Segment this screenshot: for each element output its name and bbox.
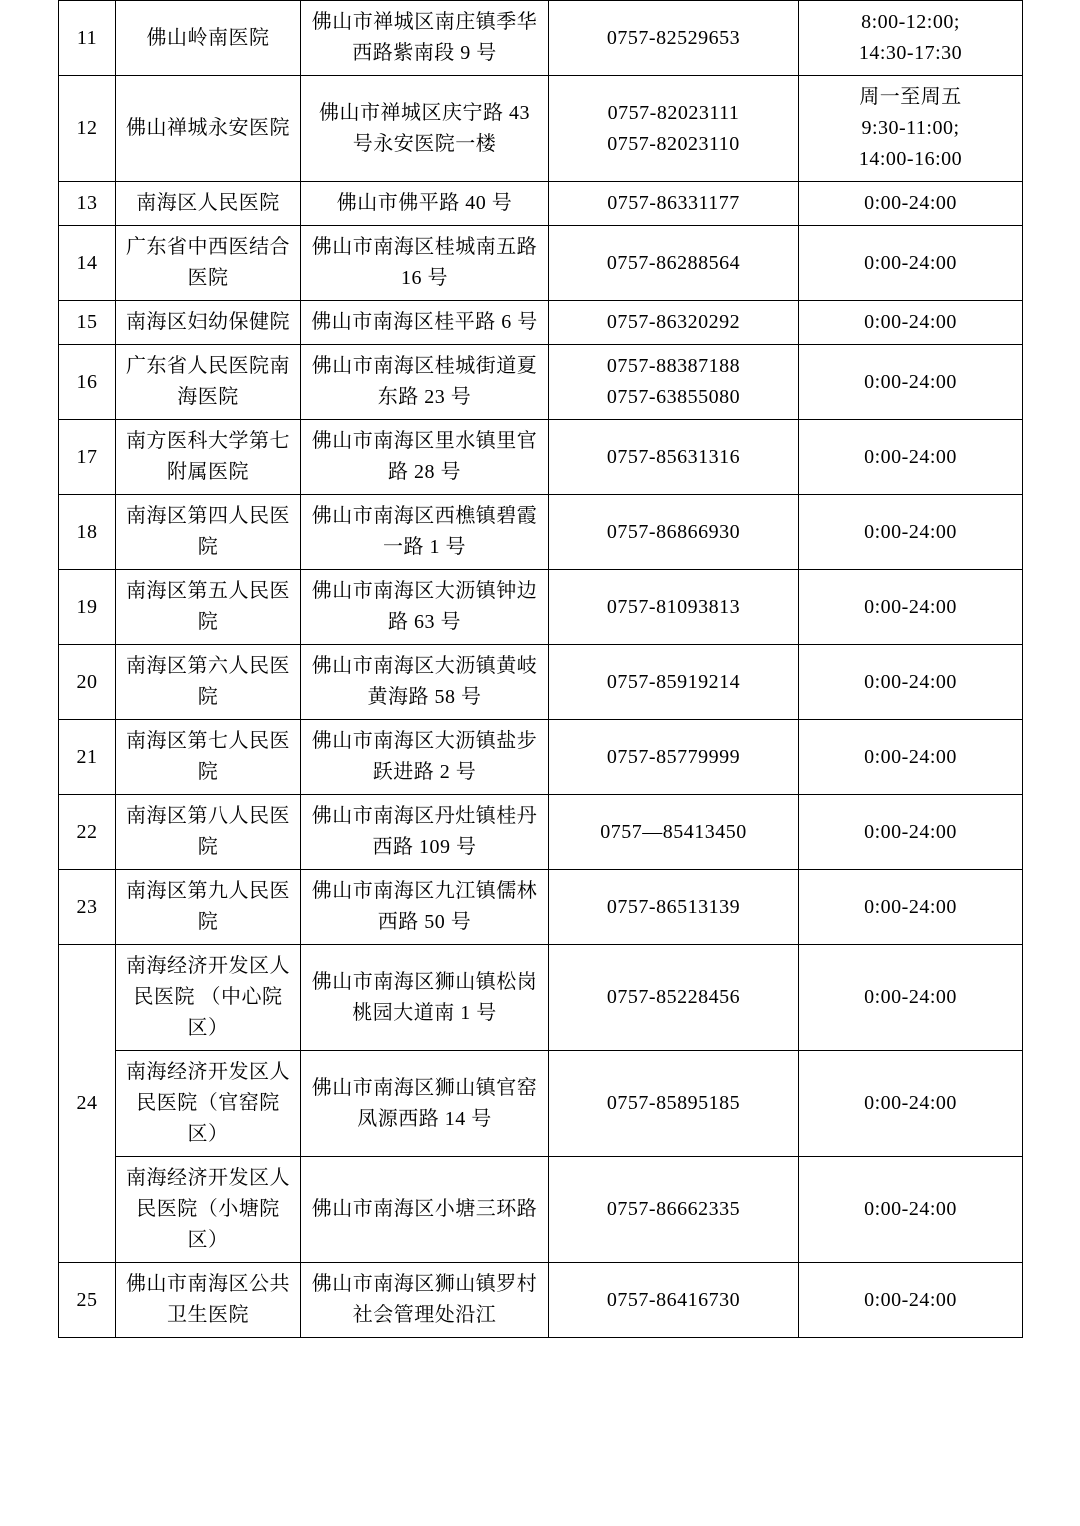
hospital-name-cell: 南海经济开发区人民医院 （中心院区）: [116, 945, 301, 1051]
hospital-phone-cell: [549, 645, 799, 720]
hospital-phone-cell: [549, 1051, 799, 1157]
hours-line: 周一至周五: [859, 86, 962, 108]
hospital-name-cell: 南海区第四人民医院: [116, 495, 301, 570]
phone-line: 0757-86331177: [607, 192, 740, 214]
hospital-name-cell: 南海区第八人民医院: [116, 795, 301, 870]
row-number-cell: 12: [59, 76, 116, 182]
row-number-cell: 13: [59, 182, 116, 226]
service-hours-cell: [799, 420, 1023, 495]
phone-line: 0757-85631316: [606, 445, 741, 468]
service-hours-cell: [799, 76, 1023, 182]
hospital-phone-cell: [549, 570, 799, 645]
service-hours-cell: [799, 1263, 1023, 1338]
hospital-phone-cell: [549, 420, 799, 495]
phone-line: 0757-86662335: [606, 1198, 741, 1220]
hours-line: 14:00-16:00: [858, 148, 963, 170]
service-hours-cell: [799, 345, 1023, 420]
hospital-address-cell: 佛山市南海区丹灶镇桂丹西路 109 号: [301, 795, 549, 870]
hours-line: 0:00-24:00: [864, 520, 957, 543]
table-row: [59, 226, 1023, 301]
hospital-name-cell: 南海区第七人民医院: [116, 720, 301, 795]
phone-line: 0757-85779999: [606, 745, 741, 768]
phone-line: 0757-85919214: [606, 670, 741, 693]
hospital-name-cell: 广东省中西医结合医院: [116, 226, 301, 301]
hours-line: 0:00-24:00: [864, 820, 957, 843]
hospital-phone-cell: [549, 1263, 799, 1338]
service-hours-cell: [799, 945, 1023, 1051]
hospital-name-cell: 南海区人民医院: [116, 182, 301, 226]
phone-line: 0757-85895185: [606, 1092, 741, 1114]
hospital-phone-cell: [549, 495, 799, 570]
phone-line: 0757-82529653: [606, 26, 741, 49]
row-number-cell: 21: [59, 720, 116, 795]
row-number-cell: 14: [59, 226, 116, 301]
hours-line: 0:00-24:00: [864, 745, 957, 768]
table-row: [59, 1263, 1023, 1338]
service-hours-cell: [799, 720, 1023, 795]
hospital-phone-cell: [549, 795, 799, 870]
table-row: [59, 420, 1023, 495]
hospital-address-cell: 佛山市南海区桂平路 6 号: [301, 301, 549, 345]
hours-line: 0:00-24:00: [864, 370, 957, 393]
row-number-cell: 20: [59, 645, 116, 720]
service-hours-cell: [799, 226, 1023, 301]
row-number-cell: 17: [59, 420, 116, 495]
hospital-address-cell: 佛山市南海区西樵镇碧霞一路 1 号: [301, 495, 549, 570]
hospital-listing-table: [58, 0, 1023, 1338]
phone-line: 0757-63855080: [606, 386, 741, 408]
row-number-cell: 23: [59, 870, 116, 945]
hospital-address-cell: 佛山市南海区桂城南五路 16 号: [301, 226, 549, 301]
service-hours-cell: [799, 495, 1023, 570]
hospital-address-cell: 佛山市南海区桂城街道夏东路 23 号: [301, 345, 549, 420]
hours-line: 0:00-24:00: [864, 1092, 957, 1114]
row-number-cell: 18: [59, 495, 116, 570]
table-row: [59, 795, 1023, 870]
hours-line: 0:00-24:00: [864, 670, 957, 693]
phone-line: 0757-85228456: [606, 986, 741, 1008]
hospital-address-cell: 佛山市南海区小塘三环路: [301, 1157, 549, 1263]
hospital-name-cell: 南海区妇幼保健院: [116, 301, 301, 345]
service-hours-cell: [799, 570, 1023, 645]
hospital-address-cell: 佛山市南海区大沥镇盐步跃进路 2 号: [301, 720, 549, 795]
service-hours-cell: [799, 870, 1023, 945]
row-number-cell: 25: [59, 1263, 116, 1338]
hospital-name-cell: 南海区第六人民医院: [116, 645, 301, 720]
hospital-address-cell: 佛山市禅城区南庄镇季华西路紫南段 9 号: [301, 1, 549, 76]
row-number-cell: 15: [59, 301, 116, 345]
hours-line: 8:00-12:00;: [861, 11, 960, 33]
hospital-phone-cell: [549, 76, 799, 182]
table-row: [59, 301, 1023, 345]
hospital-name-cell: 南海经济开发区人民医院（官窑院区）: [116, 1051, 301, 1157]
hospital-phone-cell: [549, 226, 799, 301]
row-number-cell: 22: [59, 795, 116, 870]
hours-line: 0:00-24:00: [864, 1198, 957, 1220]
hospital-address-cell: 佛山市南海区里水镇里官路 28 号: [301, 420, 549, 495]
hours-line: 9:30-11:00;: [861, 117, 960, 139]
phone-line: 0757-81093813: [606, 595, 741, 618]
hospital-address-cell: 佛山市南海区狮山镇官窑凤源西路 14 号: [301, 1051, 549, 1157]
hospital-phone-cell: [549, 720, 799, 795]
table-row: [59, 945, 1023, 1051]
hospital-address-cell: 佛山市佛平路 40 号: [301, 182, 549, 226]
hospital-address-cell: 佛山市南海区狮山镇罗村社会管理处沿江: [301, 1263, 549, 1338]
hospital-phone-cell: [549, 945, 799, 1051]
hospital-name-cell: 佛山禅城永安医院: [116, 76, 301, 182]
hospital-phone-cell: [549, 870, 799, 945]
service-hours-cell: [799, 1, 1023, 76]
phone-line: 0757-82023110: [607, 132, 740, 155]
table-row: [59, 570, 1023, 645]
table-row: [59, 345, 1023, 420]
hours-line: 0:00-24:00: [864, 192, 957, 214]
hospital-name-cell: 广东省人民医院南海医院: [116, 345, 301, 420]
table-row: [59, 645, 1023, 720]
hospital-name-cell: 南方医科大学第七附属医院: [116, 420, 301, 495]
service-hours-cell: [799, 182, 1023, 226]
row-number-cell: 16: [59, 345, 116, 420]
hours-line: 14:30-17:30: [858, 42, 963, 64]
hospital-address-cell: 佛山市南海区大沥镇钟边路 63 号: [301, 570, 549, 645]
hospital-address-cell: 佛山市南海区狮山镇松岗桃园大道南 1 号: [301, 945, 549, 1051]
table-row: [59, 870, 1023, 945]
table-row: [59, 1, 1023, 76]
row-number-cell: 11: [59, 1, 116, 76]
hospital-phone-cell: [549, 345, 799, 420]
hospital-name-cell: 南海区第九人民医院: [116, 870, 301, 945]
phone-line: 0757-88387188: [606, 355, 741, 377]
hospital-phone-cell: [549, 301, 799, 345]
table-row: [59, 495, 1023, 570]
service-hours-cell: [799, 1051, 1023, 1157]
phone-line: 0757-82023111: [607, 101, 740, 124]
hospital-name-cell: 南海区第五人民医院: [116, 570, 301, 645]
phone-line: 0757-86513139: [606, 895, 741, 918]
table-row: [59, 1051, 1023, 1157]
hours-line: 0:00-24:00: [864, 251, 957, 274]
hospital-address-cell: 佛山市禅城区庆宁路 43 号永安医院一楼: [301, 76, 549, 182]
service-hours-cell: [799, 301, 1023, 345]
table-row: [59, 720, 1023, 795]
hours-line: 0:00-24:00: [864, 445, 957, 468]
hospital-name-cell: 南海经济开发区人民医院（小塘院区）: [116, 1157, 301, 1263]
table-row: [59, 1157, 1023, 1263]
hours-line: 0:00-24:00: [864, 311, 957, 333]
row-number-cell: 24: [59, 945, 116, 1263]
service-hours-cell: [799, 645, 1023, 720]
hospital-address-cell: 佛山市南海区九江镇儒林西路 50 号: [301, 870, 549, 945]
hours-line: 0:00-24:00: [864, 895, 957, 918]
table-body: [59, 1, 1023, 1338]
phone-line: 0757—85413450: [600, 820, 747, 843]
hospital-phone-cell: [549, 1, 799, 76]
hospital-phone-cell: [549, 1157, 799, 1263]
row-number-cell: 19: [59, 570, 116, 645]
phone-line: 0757-86288564: [606, 251, 741, 274]
hospital-name-cell: 佛山岭南医院: [116, 1, 301, 76]
hospital-address-cell: 佛山市南海区大沥镇黄岐黄海路 58 号: [301, 645, 549, 720]
table-row: [59, 182, 1023, 226]
phone-line: 0757-86416730: [606, 1288, 741, 1311]
service-hours-cell: [799, 795, 1023, 870]
hours-line: 0:00-24:00: [864, 1288, 957, 1311]
hospital-phone-cell: [549, 182, 799, 226]
table-row: [59, 76, 1023, 182]
phone-line: 0757-86866930: [606, 520, 741, 543]
service-hours-cell: [799, 1157, 1023, 1263]
hospital-name-cell: 佛山市南海区公共卫生医院: [116, 1263, 301, 1338]
phone-line: 0757-86320292: [606, 311, 741, 333]
hours-line: 0:00-24:00: [864, 595, 957, 618]
hours-line: 0:00-24:00: [864, 986, 957, 1008]
